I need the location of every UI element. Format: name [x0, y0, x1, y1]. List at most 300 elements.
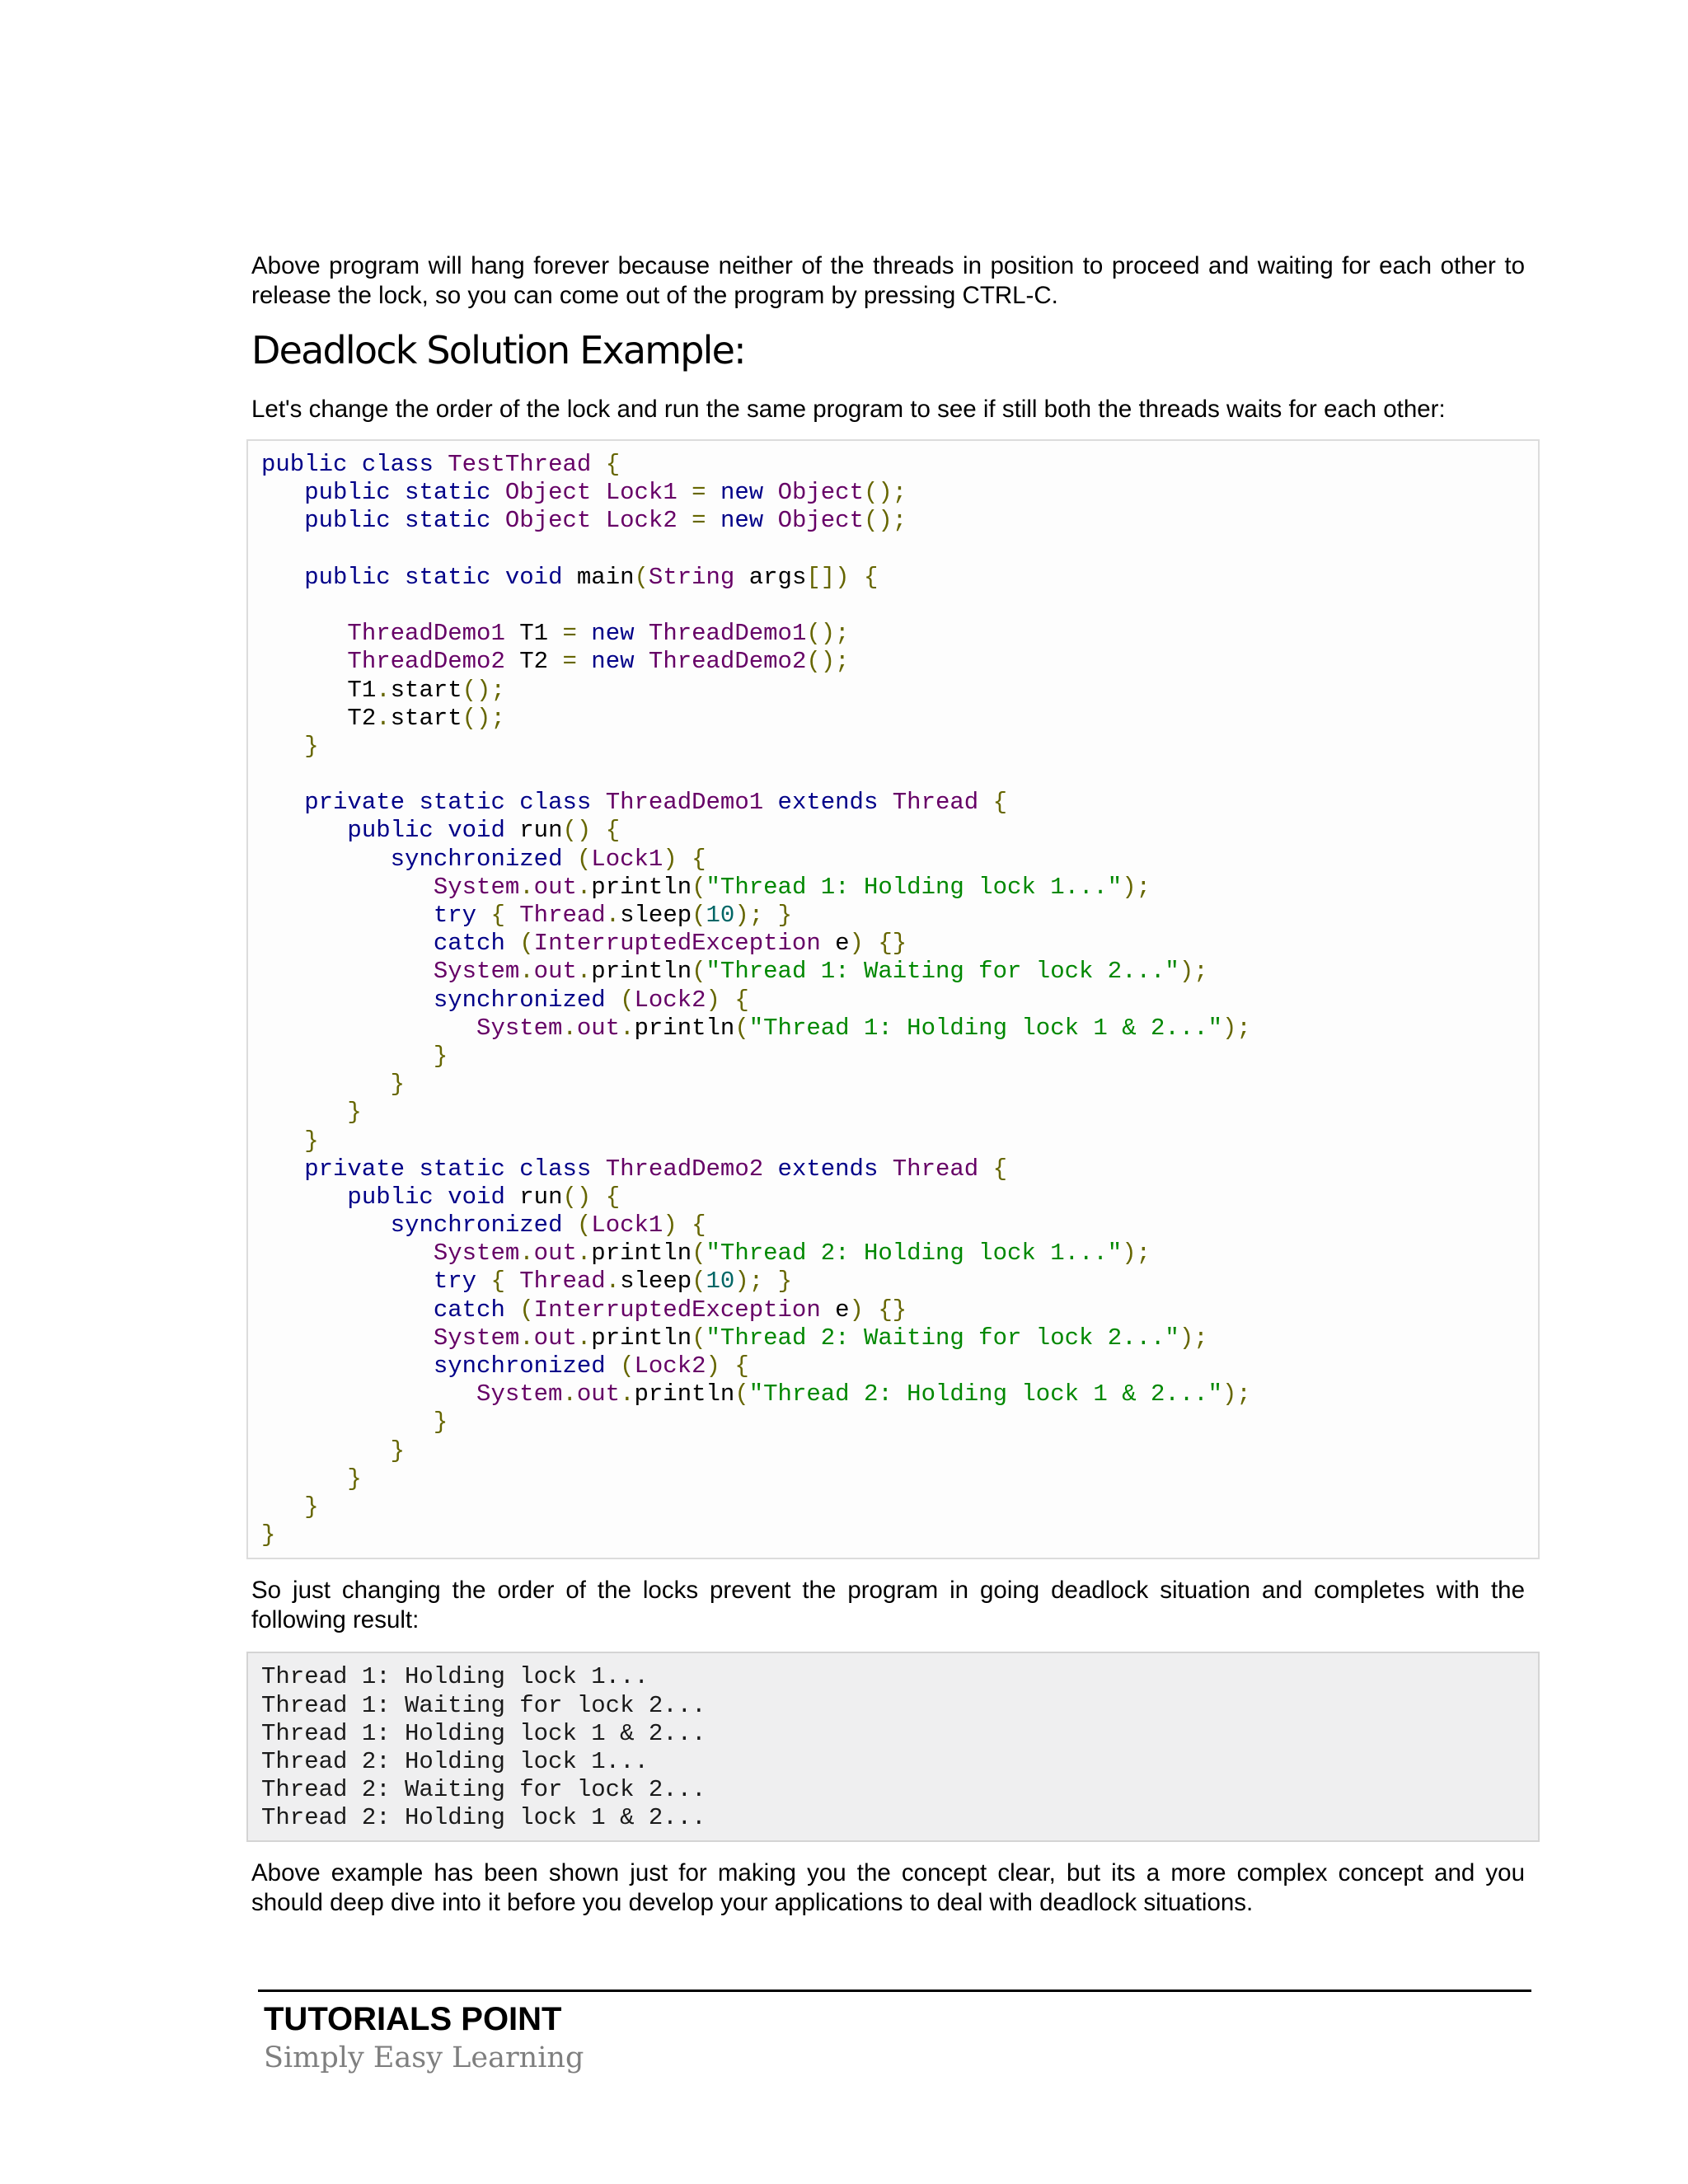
code-token: }	[777, 1268, 792, 1296]
code-line	[261, 761, 1525, 789]
code-token: }	[390, 1071, 406, 1099]
code-token	[261, 789, 304, 816]
code-token: [])	[806, 563, 850, 591]
code-token	[562, 846, 576, 873]
code-token	[878, 1155, 892, 1183]
code-token: );	[1122, 1240, 1151, 1268]
code-token: args	[734, 563, 807, 591]
code-token: .	[376, 704, 391, 732]
code-token: .	[620, 1380, 635, 1408]
code-token	[261, 1493, 304, 1521]
code-token	[261, 846, 391, 873]
code-token	[706, 479, 720, 506]
code-line	[261, 592, 1525, 620]
code-token: );	[734, 902, 764, 929]
code-token: .	[605, 902, 621, 929]
code-token: (	[576, 1212, 592, 1240]
code-line	[261, 1127, 1525, 1155]
code-token: println	[591, 873, 692, 901]
code-line	[261, 479, 1525, 507]
code-token	[678, 507, 692, 534]
code-token	[864, 1296, 878, 1324]
code-line	[261, 1352, 1525, 1380]
code-token: sleep	[620, 1268, 692, 1296]
code-token: Object	[777, 507, 864, 535]
code-token: private	[304, 1155, 406, 1183]
code-line	[261, 1155, 1525, 1183]
page-content	[251, 251, 1525, 1918]
code-token	[261, 648, 347, 675]
code-token	[505, 1155, 519, 1183]
code-token	[864, 930, 878, 957]
code-token: {	[692, 1212, 706, 1240]
code-token: run	[504, 817, 563, 845]
code-token: (	[692, 1268, 706, 1296]
code-line	[261, 1465, 1525, 1493]
output-line: Thread 1: Holding lock 1 & 2...	[261, 1719, 706, 1747]
code-token: TestThread	[448, 451, 592, 478]
code-line	[261, 620, 1525, 648]
code-token: try	[433, 1268, 477, 1296]
code-token: println	[634, 1380, 735, 1408]
code-token: Thread	[892, 789, 979, 817]
code-token: InterruptedException	[533, 1296, 821, 1324]
result-intro-paragraph: So just changing the order of the locks prevent the program in going deadlock situation and completes with the following result:	[251, 1577, 1525, 1634]
code-token	[635, 620, 649, 647]
section-heading: Deadlock Solution Example:	[251, 328, 745, 373]
code-token	[261, 733, 304, 760]
closing-paragraph: Above example has been shown just for making you the concept clear, but its a more complex concept and you should deep dive into it before you develop your applications to deal with deadlock situations.	[251, 1859, 1525, 1917]
code-token: "Thread 2: Holding lock 1 & 2..."	[748, 1380, 1223, 1408]
code-token: Object	[504, 507, 592, 535]
code-token: T2	[261, 704, 377, 732]
code-token: "Thread 1: Waiting for lock 2..."	[706, 958, 1179, 986]
code-line	[261, 536, 1525, 564]
code-token: System	[433, 1324, 520, 1352]
code-token: }	[347, 1099, 362, 1127]
code-token: }	[304, 732, 319, 760]
output-line: Thread 1: Holding lock 1...	[261, 1663, 649, 1691]
code-token: class	[519, 789, 592, 817]
code-token	[591, 479, 605, 506]
footer-brand: TUTORIALS POINT	[264, 2001, 562, 2037]
code-token: );	[1122, 873, 1151, 901]
code-token: ();	[806, 620, 850, 648]
code-token: .	[519, 1324, 534, 1352]
code-token: Thread	[519, 902, 606, 929]
code-token	[405, 1155, 419, 1183]
code-token: }	[347, 1465, 362, 1493]
code-token: new	[720, 507, 764, 535]
code-token: )	[706, 986, 720, 1014]
code-token: static	[419, 1155, 505, 1183]
code-token	[261, 620, 347, 647]
code-token	[878, 789, 892, 816]
code-token: new	[591, 620, 635, 648]
code-token: new	[720, 479, 764, 507]
program-output-block	[246, 1652, 1540, 1842]
footer-divider	[258, 1990, 1531, 1992]
code-line	[261, 733, 1525, 761]
code-token	[763, 479, 777, 506]
code-token: Thread	[892, 1155, 979, 1183]
code-token	[763, 789, 777, 816]
code-token: (	[576, 845, 592, 873]
code-token: start	[390, 676, 462, 704]
code-line	[261, 846, 1525, 874]
code-token	[261, 1212, 391, 1239]
code-token: T1	[504, 620, 563, 648]
code-token	[606, 987, 620, 1014]
code-token: out	[576, 1380, 621, 1408]
code-token	[261, 1183, 347, 1211]
code-token: }	[304, 1127, 319, 1155]
code-token	[577, 648, 591, 675]
code-line	[261, 1521, 1525, 1549]
code-token	[261, 930, 434, 957]
code-token: static	[405, 479, 491, 507]
code-token: (	[519, 930, 534, 958]
code-token	[978, 1155, 992, 1183]
code-token	[391, 564, 405, 591]
code-token: {	[992, 789, 1008, 817]
code-token	[591, 1183, 605, 1211]
code-token: Lock1	[591, 845, 663, 873]
code-token	[476, 1268, 490, 1295]
output-line: Thread 2: Holding lock 1...	[261, 1747, 649, 1775]
code-token: synchronized	[433, 1352, 606, 1380]
code-token	[763, 507, 777, 534]
code-token: )	[663, 1212, 678, 1240]
code-token: "Thread 2: Holding lock 1..."	[706, 1240, 1123, 1268]
code-token: Lock2	[634, 1352, 706, 1380]
code-token	[850, 564, 864, 591]
code-token: static	[405, 563, 491, 591]
code-token: println	[591, 958, 692, 986]
code-token	[720, 1352, 734, 1380]
code-line	[261, 1493, 1525, 1521]
code-line	[261, 1015, 1525, 1043]
code-token: .	[519, 873, 534, 901]
code-token: (	[692, 1240, 706, 1268]
code-line	[261, 705, 1525, 733]
code-token: (	[734, 1380, 749, 1408]
code-token	[763, 902, 777, 929]
code-token: {}	[878, 930, 907, 958]
code-token	[405, 789, 419, 816]
code-token: );	[1179, 1324, 1208, 1352]
code-token	[505, 902, 519, 929]
code-token: ThreadDemo2	[648, 648, 807, 676]
code-token: public	[347, 817, 434, 845]
code-token	[261, 817, 347, 844]
code-token	[434, 1183, 448, 1211]
code-token: (	[519, 1296, 534, 1324]
code-token: {	[490, 1268, 505, 1296]
code-token	[261, 1240, 434, 1267]
code-token	[261, 1296, 434, 1324]
code-token: Object	[777, 479, 864, 507]
code-token: println	[634, 1014, 735, 1042]
code-token: (	[620, 1352, 635, 1380]
code-line	[261, 1296, 1525, 1324]
code-token: public	[304, 563, 391, 591]
code-token: sleep	[620, 902, 692, 929]
code-token: }	[304, 1493, 319, 1521]
page-footer	[258, 1990, 1531, 2076]
code-token	[678, 479, 692, 506]
code-token: println	[591, 1324, 692, 1352]
code-token	[261, 1099, 347, 1126]
code-token: try	[433, 902, 477, 929]
code-token: .	[576, 873, 592, 901]
code-line	[261, 874, 1525, 902]
code-token	[635, 648, 649, 675]
code-token	[261, 1465, 347, 1493]
code-token: .	[562, 1014, 577, 1042]
code-token: =	[692, 507, 706, 535]
code-token	[591, 789, 605, 816]
code-block	[246, 439, 1540, 1559]
code-token: }	[433, 1408, 448, 1436]
code-token: System	[476, 1014, 563, 1042]
code-token	[591, 817, 605, 844]
code-token: 10	[706, 1268, 735, 1296]
code-token: .	[605, 1268, 621, 1296]
code-token	[434, 451, 448, 478]
code-token	[591, 1155, 605, 1183]
code-token	[678, 846, 692, 873]
code-token: ThreadDemo2	[347, 648, 505, 676]
code-line	[261, 1240, 1525, 1268]
code-token: )	[849, 1296, 864, 1324]
code-line	[261, 1408, 1525, 1436]
code-token: );	[1179, 958, 1208, 986]
code-token: Lock2	[605, 507, 678, 535]
code-token: .	[620, 1014, 635, 1042]
code-token	[490, 564, 504, 591]
code-token: ();	[863, 507, 907, 535]
code-token: InterruptedException	[533, 930, 821, 958]
code-token: catch	[433, 1296, 505, 1324]
code-token	[505, 789, 519, 816]
code-line	[261, 1183, 1525, 1212]
code-token: T2	[504, 648, 563, 676]
code-line	[261, 1437, 1525, 1465]
code-token: =	[692, 479, 706, 507]
code-token: Thread	[519, 1268, 606, 1296]
code-token: System	[433, 958, 520, 986]
code-token	[261, 1268, 434, 1295]
code-token	[261, 1127, 304, 1155]
code-token: System	[433, 1240, 520, 1268]
code-line	[261, 789, 1525, 817]
code-line	[261, 677, 1525, 705]
code-token	[434, 817, 448, 844]
code-token: }	[390, 1436, 406, 1465]
code-token: );	[734, 1268, 764, 1296]
code-token	[347, 451, 361, 478]
code-token	[763, 1268, 777, 1295]
code-token	[261, 564, 304, 591]
code-token: (	[634, 563, 649, 591]
code-token	[591, 507, 605, 534]
code-line	[261, 930, 1525, 958]
footer-tagline: Simply Easy Learning	[264, 2041, 584, 2074]
code-line	[261, 1043, 1525, 1071]
code-token	[591, 451, 605, 478]
output-line: Thread 2: Waiting for lock 2...	[261, 1776, 706, 1804]
code-token: {	[605, 451, 621, 478]
code-token: ThreadDemo1	[605, 789, 764, 817]
code-token: public	[347, 1183, 434, 1211]
code-token	[261, 1408, 434, 1436]
code-token: void	[448, 817, 505, 845]
code-token: {	[734, 1352, 749, 1380]
code-token: (	[620, 986, 635, 1014]
code-token: public	[304, 507, 391, 535]
code-line	[261, 1071, 1525, 1099]
code-token: synchronized	[390, 1212, 563, 1240]
output-line: Thread 2: Holding lock 1 & 2...	[261, 1804, 706, 1832]
code-token: e	[820, 1296, 850, 1324]
code-token: ()	[562, 1183, 592, 1211]
code-token: void	[504, 563, 563, 591]
code-token: .	[519, 1240, 534, 1268]
code-token	[261, 1352, 434, 1380]
code-token: synchronized	[433, 986, 606, 1014]
code-line	[261, 1324, 1525, 1352]
code-token	[505, 1268, 519, 1295]
code-token	[978, 789, 992, 816]
code-token: }	[777, 902, 792, 929]
code-token: );	[1222, 1014, 1251, 1042]
code-token: ();	[462, 704, 505, 732]
code-token: extends	[777, 789, 879, 817]
code-token	[391, 507, 405, 534]
code-token: static	[419, 789, 505, 817]
code-line	[261, 902, 1525, 930]
code-token: )	[706, 1352, 720, 1380]
code-token: }	[261, 1521, 276, 1549]
code-token	[706, 507, 720, 534]
code-token: ()	[562, 817, 592, 845]
code-token: System	[476, 1380, 563, 1408]
code-token: T1	[261, 676, 377, 704]
code-token	[490, 507, 504, 534]
code-token	[606, 1352, 620, 1380]
code-token	[562, 1212, 576, 1239]
code-token: =	[562, 648, 577, 676]
code-token	[261, 1155, 304, 1183]
code-token: main	[562, 563, 635, 591]
code-token: start	[390, 704, 462, 732]
code-token: }	[433, 1042, 448, 1070]
code-token: {	[692, 845, 706, 873]
code-token: out	[576, 1014, 621, 1042]
code-token: Object	[504, 479, 592, 507]
code-token: .	[576, 1324, 592, 1352]
code-token: Lock1	[591, 1212, 663, 1240]
code-line	[261, 1268, 1525, 1296]
code-token	[261, 874, 434, 901]
code-token: class	[361, 451, 434, 478]
code-token: ();	[806, 648, 850, 676]
code-token: extends	[777, 1155, 879, 1183]
code-token: {	[734, 986, 749, 1014]
code-token	[261, 1380, 476, 1408]
code-token	[261, 958, 434, 985]
intro-paragraph: Above program will hang forever because neither of the threads in position to proceed and waiting for each other to release the lock, so you can come out of the program by pressing CTRL-C.	[251, 252, 1525, 309]
code-token: );	[1222, 1380, 1251, 1408]
code-token: =	[562, 620, 577, 648]
code-token	[505, 1296, 519, 1324]
code-token: out	[533, 1240, 577, 1268]
code-token: (	[692, 958, 706, 986]
output-line: Thread 1: Waiting for lock 2...	[261, 1691, 706, 1719]
code-line	[261, 1212, 1525, 1240]
code-token	[505, 930, 519, 957]
lead-paragraph: Let's change the order of the lock and run the same program to see if still both the threads waits for each other:	[251, 396, 1446, 423]
code-token	[490, 479, 504, 506]
code-token: synchronized	[390, 845, 563, 873]
code-token	[261, 1437, 391, 1465]
code-token: {}	[878, 1296, 907, 1324]
code-token: )	[663, 845, 678, 873]
code-token	[763, 1155, 777, 1183]
code-token: Lock1	[605, 479, 678, 507]
code-token	[678, 1212, 692, 1239]
code-token: ();	[863, 479, 907, 507]
code-line	[261, 507, 1525, 535]
code-token: public	[304, 479, 391, 507]
code-line	[261, 987, 1525, 1015]
code-line	[261, 648, 1525, 676]
code-token: public	[261, 451, 348, 478]
code-line	[261, 958, 1525, 986]
code-token: .	[376, 676, 391, 704]
code-line	[261, 1099, 1525, 1127]
code-token	[261, 1324, 434, 1352]
code-token: "Thread 2: Waiting for lock 2..."	[706, 1324, 1179, 1352]
code-token: "Thread 1: Holding lock 1 & 2..."	[748, 1014, 1223, 1042]
code-token: run	[504, 1183, 563, 1211]
code-token: (	[692, 902, 706, 929]
code-line	[261, 451, 1525, 479]
code-line	[261, 1380, 1525, 1408]
code-token: .	[562, 1380, 577, 1408]
code-token: System	[433, 873, 520, 901]
code-token: .	[576, 1240, 592, 1268]
code-token: {	[605, 1183, 621, 1211]
code-token: class	[519, 1155, 592, 1183]
code-token: catch	[433, 930, 505, 958]
code-token: .	[576, 958, 592, 986]
code-line	[261, 817, 1525, 845]
code-token: .	[519, 958, 534, 986]
code-token: {	[490, 902, 505, 929]
code-token: "Thread 1: Holding lock 1..."	[706, 873, 1123, 901]
code-token: out	[533, 1324, 577, 1352]
code-token	[577, 620, 591, 647]
code-token: new	[591, 648, 635, 676]
code-token: (	[734, 1014, 749, 1042]
code-token: String	[648, 563, 735, 591]
code-token: ThreadDemo2	[605, 1155, 764, 1183]
code-token	[261, 1043, 434, 1070]
code-token: {	[992, 1155, 1008, 1183]
code-token: out	[533, 873, 577, 901]
